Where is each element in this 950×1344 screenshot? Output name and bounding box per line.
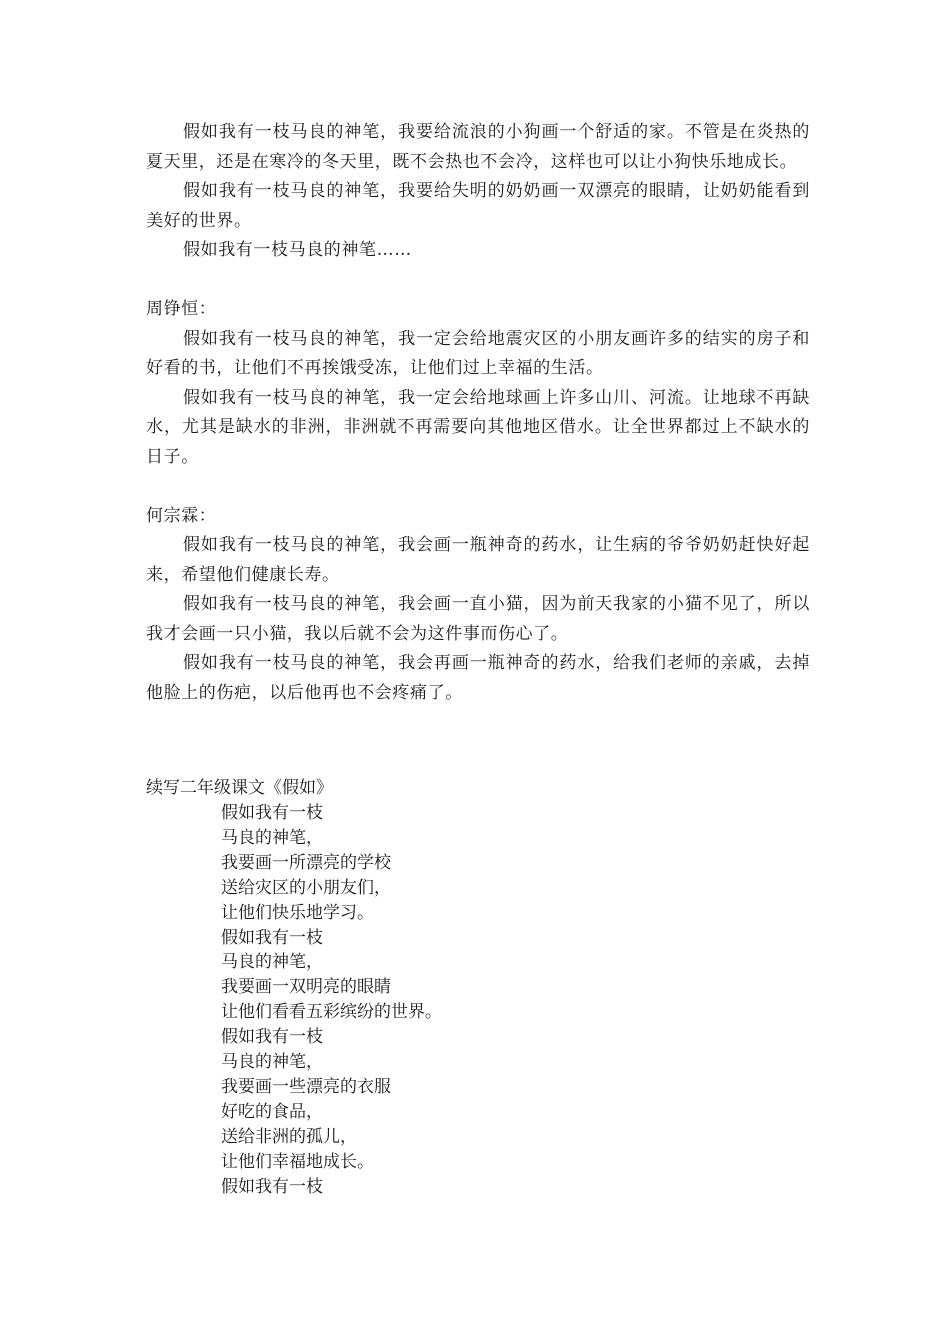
poem-line: 我要画一双明亮的眼睛 <box>221 977 391 998</box>
author-name: 何宗霖： <box>146 505 217 526</box>
poem-line: 马良的神笔， <box>221 952 323 973</box>
essay-paragraph: 假如我有一枝马良的神笔，我一定会给地震灾区的小朋友画许多的结实的房子和好看的书，让他们不再挨饿受冻，让他们过上幸福的生活。 <box>146 328 810 378</box>
poem-line: 我要画一所漂亮的学校 <box>221 852 391 873</box>
poem-lines <box>146 801 646 1200</box>
essay-paragraph: 假如我有一枝马良的神笔，我会再画一瓶神奇的药水，给我们老师的亲戚，去掉他脸上的伤疤，以后他再也不会疼痛了。 <box>146 653 810 703</box>
poem-title: 续写二年级课文《假如》 <box>146 778 333 798</box>
poem-line: 假如我有一枝 <box>221 1176 323 1197</box>
author-name: 周铮恒： <box>146 299 217 319</box>
essay-paragraph: 假如我有一枝马良的神笔，我一定会给地球画上许多山川、河流。让地球不再缺水，尤其是缺水的非洲，非洲就不再需要向其他地区借水。让全世界都过上不缺水的日子。 <box>146 387 810 467</box>
essay-paragraph: 假如我有一枝马良的神笔，我会画一直小猫，因为前天我家的小猫不见了，所以我才会画一只小猫，我以后就不会为这件事而伤心了。 <box>146 594 810 644</box>
poem-line: 送给非洲的孤儿， <box>221 1126 357 1147</box>
poem-line: 假如我有一枝 <box>221 1027 323 1048</box>
essay-section <box>146 118 810 708</box>
poem-line: 让他们快乐地学习。 <box>221 902 374 923</box>
essay-paragraph: 假如我有一枝马良的神笔，我要给流浪的小狗画一个舒适的家。不管是在炎热的夏天里，还是在寒冷的冬天里，既不会热也不会冷，这样也可以让小狗快乐地成长。 <box>146 122 810 172</box>
essay-paragraph: 假如我有一枝马良的神笔，我要给失明的奶奶画一双漂亮的眼睛，让奶奶能看到美好的世界。 <box>146 181 810 231</box>
poem-line: 好吃的食品， <box>221 1101 323 1122</box>
poem-section <box>146 776 646 1200</box>
poem-line: 假如我有一枝 <box>221 803 323 823</box>
poem-line: 让他们看看五彩缤纷的世界。 <box>221 1002 442 1023</box>
essay-paragraph: 假如我有一枝马良的神笔…… <box>183 240 412 260</box>
poem-line: 假如我有一枝 <box>221 927 323 948</box>
poem-line: 让他们幸福地成长。 <box>221 1151 374 1172</box>
poem-line: 我要画一些漂亮的衣服 <box>221 1076 391 1097</box>
poem-line: 送给灾区的小朋友们， <box>221 877 391 898</box>
poem-line: 马良的神笔， <box>221 1052 323 1073</box>
essay-paragraph: 假如我有一枝马良的神笔，我会画一瓶神奇的药水，让生病的爷爷奶奶赶快好起来，希望他们健康长寿。 <box>146 535 810 585</box>
poem-line: 马良的神笔， <box>221 827 323 848</box>
